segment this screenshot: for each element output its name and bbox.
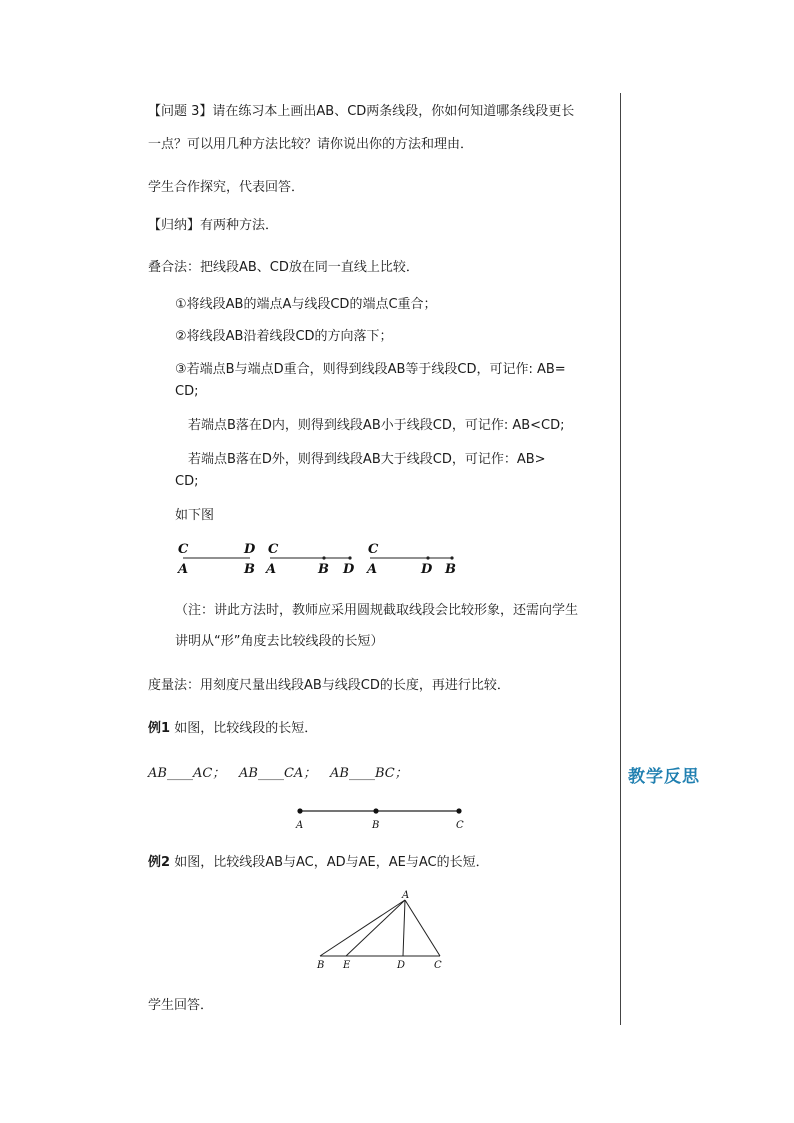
overlap-step3-line1: ③若端点B与端点D重合，则得到线段AB等于线段CD，可记作: AB= bbox=[175, 362, 566, 377]
example2-label-e: E bbox=[343, 960, 351, 971]
example2-label-d: D bbox=[397, 960, 406, 971]
fig1-label-b: B bbox=[244, 562, 255, 577]
example2-label-c: C bbox=[434, 960, 442, 971]
overlap-less: 若端点B落在D内，则得到线段AB小于线段CD，可记作: AB<CD; bbox=[188, 418, 565, 433]
student-answer: 学生回答． bbox=[148, 998, 214, 1013]
example2-text: 如图，比较线段AB与AC，AD与AE，AE与AC的长短． bbox=[174, 855, 489, 870]
problem3-line1: 【问题 3】请在练习本上画出AB、CD两条线段，你如何知道哪条线段更长 bbox=[148, 104, 575, 119]
overlap-step2: ②将线段AB沿着线段CD的方向落下； bbox=[175, 329, 393, 344]
fig2-label-b: B bbox=[318, 562, 329, 577]
example2-figure bbox=[310, 888, 450, 973]
fig1-label-d: D bbox=[244, 542, 256, 557]
fig1-label-c: C bbox=[178, 542, 189, 557]
note-line1: （注：讲此方法时，教师应采用圆规截取线段会比较形象，还需向学生 bbox=[175, 603, 579, 618]
student-explore: 学生合作探究，代表回答． bbox=[148, 180, 305, 195]
point-c bbox=[456, 808, 461, 813]
overlap-step3-line2: CD; bbox=[175, 384, 199, 399]
segment-comparison-figures bbox=[170, 538, 470, 578]
example2-label: 例2 bbox=[148, 855, 171, 870]
fig1-label-a: A bbox=[178, 562, 189, 577]
fig2-label-a: A bbox=[266, 562, 277, 577]
example1-line bbox=[148, 721, 317, 737]
overlap-method-title: 叠合法：把线段AB、CD放在同一直线上比较． bbox=[148, 260, 419, 275]
example2-line bbox=[148, 855, 489, 871]
note-line2: 讲明从“形”角度去比较线段的长短） bbox=[175, 634, 384, 649]
fig3-label-a: A bbox=[367, 562, 378, 577]
example1-text: 如图，比较线段的长短． bbox=[174, 721, 318, 736]
fig3-label-b: B bbox=[445, 562, 456, 577]
example1-blank2: AB____CA； bbox=[239, 766, 317, 781]
example1-label: 例1 bbox=[148, 721, 171, 736]
example2-label-a: A bbox=[402, 890, 410, 901]
example1-blank3: AB____BC； bbox=[330, 766, 408, 781]
example1-label-b: B bbox=[372, 820, 380, 831]
fig3-label-c: C bbox=[368, 542, 379, 557]
overlap-greater-line1: 若端点B落在D外，则得到线段AB大于线段CD，可记作：AB> bbox=[188, 452, 546, 467]
measure-method: 度量法：用刻度尺量出线段AB与线段CD的长度，再进行比较． bbox=[148, 678, 510, 693]
point-a bbox=[297, 808, 302, 813]
fig2-label-d: D bbox=[343, 562, 355, 577]
point-b bbox=[373, 808, 378, 813]
teaching-reflection-heading: 教学反思 bbox=[628, 767, 700, 787]
column-divider bbox=[620, 93, 621, 1025]
fig3-label-d: D bbox=[421, 562, 433, 577]
example1-label-a: A bbox=[296, 820, 304, 831]
figure-caption: 如下图 bbox=[175, 508, 215, 523]
example2-label-b: B bbox=[317, 960, 325, 971]
summary: 【归纳】有两种方法． bbox=[148, 218, 279, 233]
overlap-step1: ①将线段AB的端点A与线段CD的端点C重合； bbox=[175, 297, 437, 312]
example1-blank1: AB____AC； bbox=[148, 766, 226, 781]
example1-label-c: C bbox=[456, 820, 464, 831]
overlap-greater-line2: CD; bbox=[175, 474, 199, 489]
fig2-label-c: C bbox=[268, 542, 279, 557]
example1-figure bbox=[290, 802, 470, 832]
problem3-line2: 一点？可以用几种方法比较？请你说出你的方法和理由． bbox=[148, 137, 474, 152]
